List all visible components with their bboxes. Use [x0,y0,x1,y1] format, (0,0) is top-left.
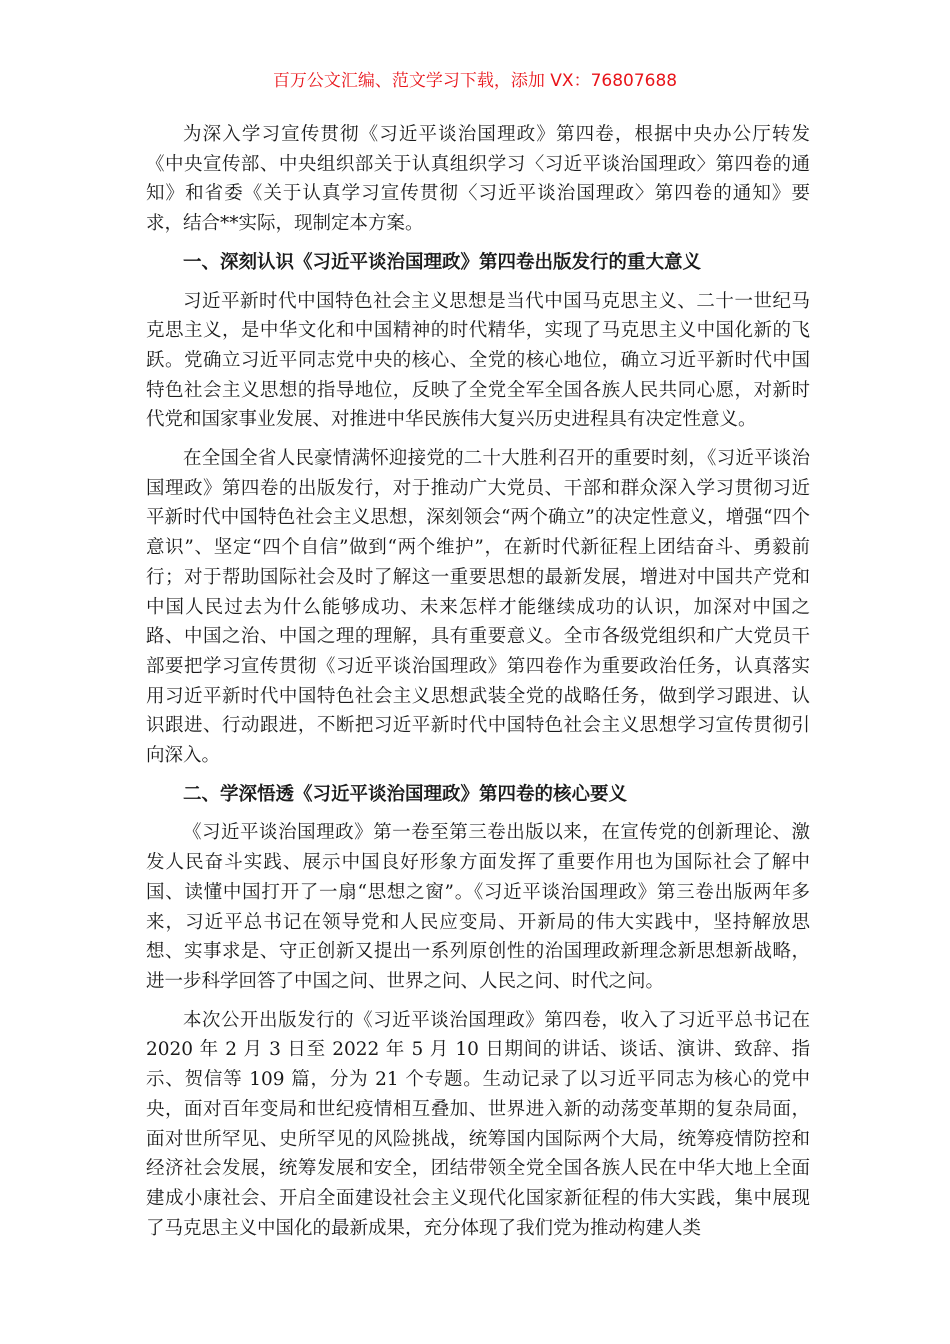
section-2-paragraph-1: 《习近平谈治国理政》第一卷至第三卷出版以来，在宣传党的创新理论、激发人民奋斗实践、展示中国良好形象方面发挥了重要作用也为国际社会了解中国、读懂中国打开了一扇“思想之窗”。《习近平谈治国理政》第三卷出版两年多来，习近平总书记在领导党和人民应变局、开新局的伟大实践中，坚持解放思想、实事求是、守正创新又提出一系列原创性的治国理政新理念新思想新战略，进一步科学回答了中国之问、世界之问、人民之问、时代之问。 [146,822,810,992]
section-heading-1: 一、深刻认识《习近平谈治国理政》第四卷出版发行的重大意义 [183,251,702,273]
section-1-paragraph-2: 在全国全省人民豪情满怀迎接党的二十大胜利召开的重要时刻，《习近平谈治国理政》第四卷的出版发行，对于推动广大党员、干部和群众深入学习贯彻习近平新时代中国特色社会主义思想，深刻领会“两个确立”的决定性意义，增强“四个意识”、坚定“四个自信”做到“两个维护”，在新时代新征程上团结奋斗、勇毅前行；对于帮助国际社会及时了解这一重要思想的最新发展，增进对中国共产党和中国人民过去为什么能够成功、未来怎样才能继续成功的认识，加深对中国之路、中国之治、中国之理的理解，具有重要意义。全市各级党组织和广大党员干部要把学习宣传贯彻《习近平谈治国理政》第四卷作为重要政治任务，认真落实用习近平新时代中国特色社会主义思想武装全党的战略任务，做到学习跟进、认识跟进、行动跟进，不断把习近平新时代中国特色社会主义思想学习宣传贯彻引向深入。 [146,448,810,767]
section-heading-2: 二、学深悟透《习近平谈治国理政》第四卷的核心要义 [183,783,628,805]
intro-paragraph: 为深入学习宣传贯彻《习近平谈治国理政》第四卷，根据中央办公厅转发《中央宣传部、中央组织部关于认真组织学习〈习近平谈治国理政〉第四卷的通知》和省委《关于认真学习宣传贯彻〈习近平谈治国理政〉第四卷的通知》要求，结合**实际，现制定本方案。 [146,124,810,235]
section-1-paragraph-1: 习近平新时代中国特色社会主义思想是当代中国马克思主义、二十一世纪马克思主义，是中华文化和中国精神的时代精华，实现了马克思主义中国化新的飞跃。党确立习近平同志党中央的核心、全党的核心地位，确立习近平新时代中国特色社会主义思想的指导地位，反映了全党全军全国各族人民共同心愿，对新时代党和国家事业发展、对推进中华民族伟大复兴历史进程具有决定性意义。 [146,290,810,431]
section-2-paragraph-2: 本次公开出版发行的《习近平谈治国理政》第四卷，收入了习近平总书记在 2020 年 2 月 3 日至 2022 年 5 月 10 日期间的讲话、谈话、演讲、致辞、指示、贺信等 109 篇，分为 21 个专题。生动记录了以习近平同志为核心的党中央，面对百年变局和世纪疫情相互叠加、世界进入新的动荡变革期的复杂局面，面对世所罕见、史所罕见的风险挑战，统筹国内国际两个大局，统筹疫情防控和经济社会发展，统筹发展和安全，团结带领全党全国各族人民在中华大地上全面建成小康社会、开启全面建设社会主义现代化国家新征程的伟大实践，集中展现了马克思主义中国化的最新成果，充分体现了我们党为推动构建人类 [146,1009,810,1239]
document-body [146,120,810,1243]
watermark-header: 百万公文汇编、范文学习下载，添加 VX：76807688 [272,71,678,91]
